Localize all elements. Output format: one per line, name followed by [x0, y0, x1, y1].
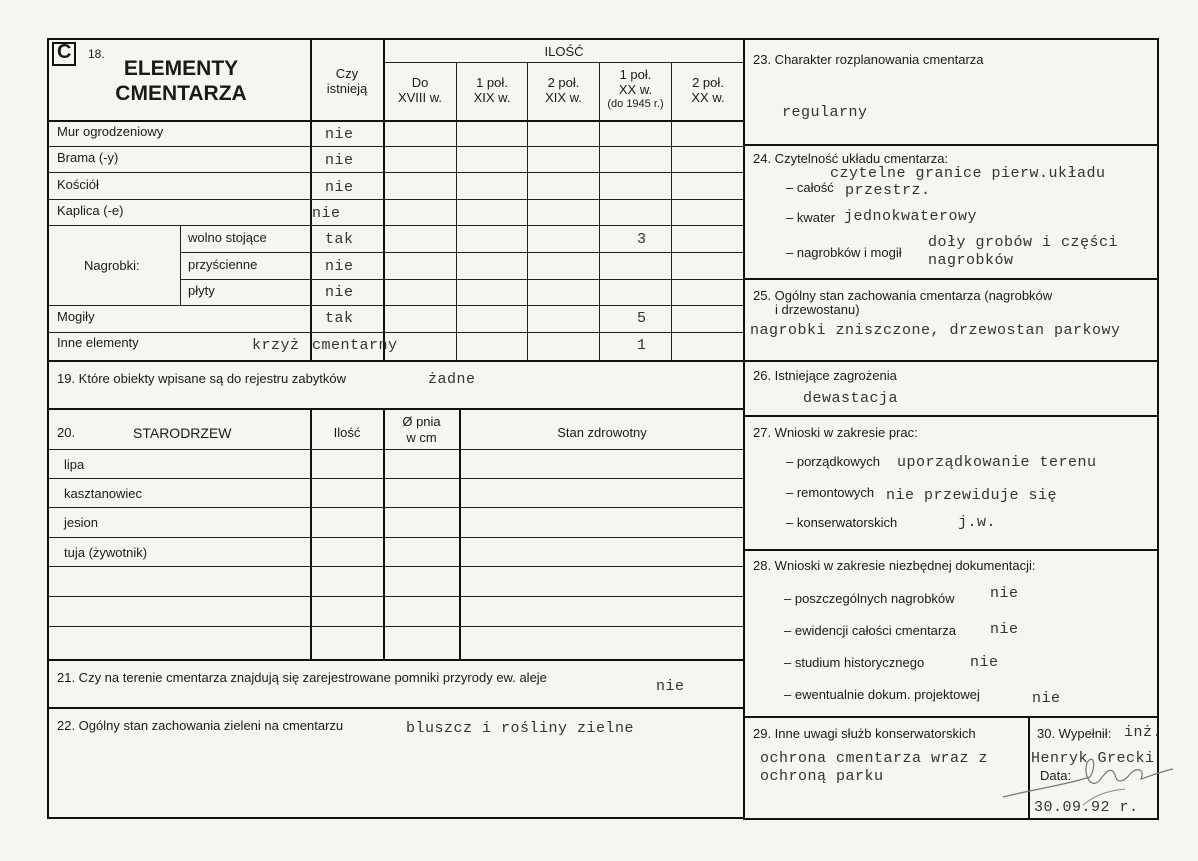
- section-27-conservation-value: j.w.: [958, 514, 997, 531]
- trees-table: [47, 408, 745, 661]
- section-24-graves-value1: doły grobów i części: [928, 234, 1119, 251]
- section-28-records-value: nie: [990, 621, 1019, 638]
- section-30-date-value: 30.09.92 r.: [1034, 799, 1139, 816]
- tree-ash: jesion: [64, 515, 98, 530]
- row-exists-church: nie: [325, 179, 354, 196]
- section-19-value: żadne: [428, 371, 476, 388]
- section-18-title-line1: ELEMENTY: [123, 57, 239, 80]
- row-label-gate: Brama (-y): [57, 150, 119, 165]
- section-28-gravestones-label: – poszczególnych nagrobków: [784, 591, 955, 606]
- group-label-gravestones: Nagrobki:: [84, 258, 140, 273]
- section-24-whole-value1: czytelne granice pierw.układu: [830, 165, 1106, 182]
- section-24-whole-value2: przestrz.: [845, 182, 931, 199]
- tree-diameter-header-line1: Ø pnia: [402, 414, 441, 429]
- period-header-3-line2: XIX w.: [545, 90, 582, 105]
- row-exists-gate: nie: [325, 152, 354, 169]
- row-label-other: Inne elementy: [57, 335, 139, 350]
- exists-header-line2: istnieją: [326, 81, 368, 96]
- row-exists-chapel: nie: [312, 205, 341, 222]
- period-header-3-line1: 2 poł.: [547, 75, 580, 90]
- section-19-label: 19. Które obiekty wpisane są do rejestru zabytków: [57, 371, 347, 386]
- section-27-conservation-label: – konserwatorskich: [786, 515, 898, 530]
- row-label-slabs: płyty: [188, 283, 215, 298]
- section-24-graves-value2: nagrobków: [928, 252, 1014, 269]
- section-28-history-value: nie: [970, 654, 999, 671]
- tree-health-header: Stan zdrowotny: [557, 425, 647, 440]
- section-29-value-line2: ochroną parku: [760, 768, 884, 785]
- section-18-title-line2: CMENTARZA: [115, 82, 247, 105]
- row-count-standing: 3: [637, 231, 647, 248]
- section-30-date-label: Data:: [1040, 768, 1072, 783]
- row-exists-standing: tak: [325, 231, 354, 248]
- period-header-1-line1: Do: [411, 75, 429, 90]
- row-exists-wall: nie: [325, 126, 354, 143]
- period-header-5-line1: 2 poł.: [692, 75, 724, 90]
- row-label-mounds: Mogiły: [57, 309, 95, 324]
- section-24-graves-label: – nagrobków i mogił: [786, 245, 902, 260]
- section-24-quarters-label: – kwater: [786, 210, 836, 225]
- row-exists-mounds: tak: [325, 310, 354, 327]
- section-27-repair-label: – remontowych: [786, 485, 875, 500]
- row-count-mounds: 5: [637, 310, 647, 327]
- row-label-wall: Mur ogrodzeniowy: [57, 124, 164, 139]
- section-22-label: 22. Ogólny stan zachowania zieleni na cmentarzu: [57, 718, 344, 733]
- section-25-label-line1: 25. Ogólny stan zachowania cmentarza (nagrobków: [753, 288, 1053, 303]
- row-exists-slabs: nie: [325, 284, 354, 301]
- section-18-number: 18.: [88, 47, 105, 61]
- section-22-value: bluszcz i rośliny zielne: [406, 720, 635, 737]
- section-24-label: 24. Czytelność układu cmentarza:: [753, 151, 949, 166]
- row-extra-other: krzyż: [252, 337, 300, 354]
- section-28-label: 28. Wnioski w zakresie niezbędnej dokumentacji:: [753, 558, 1036, 573]
- period-header-4-line1: 1 poł.: [619, 67, 652, 82]
- section-20-number: 20.: [57, 425, 76, 440]
- period-header-2-line1: 1 poł.: [476, 75, 508, 90]
- period-header-2-line2: XIX w.: [473, 90, 511, 105]
- section-badge-letter: C: [57, 41, 72, 63]
- section-20-title: STARODRZEW: [133, 425, 232, 441]
- section-26-value: dewastacja: [803, 390, 899, 407]
- section-26-label: 26. Istniejące zagrożenia: [753, 368, 897, 383]
- row-label-chapel: Kaplica (-e): [57, 203, 124, 218]
- tree-linden: lipa: [64, 457, 85, 472]
- section-27-cleanup-label: – porządkowych: [786, 454, 880, 469]
- section-30-value-line1: inż.: [1124, 724, 1163, 741]
- section-23-label: 23. Charakter rozplanowania cmentarza: [753, 52, 984, 67]
- section-29-label: 29. Inne uwagi służb konserwatorskich: [753, 726, 976, 741]
- section-30-label: 30. Wypełnił:: [1037, 726, 1112, 741]
- period-header-4-line2: XX w.: [618, 82, 653, 97]
- signature-image: [995, 745, 1180, 815]
- section-23-value: regularny: [782, 104, 868, 121]
- tree-amount-header: Ilość: [333, 425, 361, 440]
- section-29-value-line1: ochrona cmentarza wraz z: [760, 750, 989, 767]
- section-21-label: 21. Czy na terenie cmentarza znajdują się zarejestrowane pomniki przyrody ew. aleje: [57, 670, 547, 685]
- section-27-label: 27. Wnioski w zakresie prac:: [753, 425, 918, 440]
- period-header-4-line3: (do 1945 r.): [607, 98, 664, 110]
- row-label-standing: wolno stojące: [188, 230, 267, 245]
- section-27-cleanup-value: uporządkowanie terenu: [897, 454, 1097, 471]
- row-label-church: Kościół: [57, 177, 99, 192]
- amount-header: ILOŚĆ: [544, 44, 584, 59]
- section-25-label-line2: i drzewostanu): [775, 302, 860, 317]
- section-21-value: nie: [656, 678, 685, 695]
- section-28-records-label: – ewidencji całości cmentarza: [784, 623, 956, 638]
- row-exists-wall-mounted: nie: [325, 258, 354, 275]
- row-label-wall-mounted: przyścienne: [188, 257, 258, 272]
- section-27-repair-value: nie przewiduje się: [886, 487, 1058, 504]
- tree-diameter-header-line2: w cm: [406, 430, 437, 445]
- exists-header-line1: Czy: [335, 66, 359, 81]
- tree-thuja: tuja (żywotnik): [64, 545, 148, 560]
- section-25-value: nagrobki zniszczone, drzewostan parkowy: [750, 322, 1121, 339]
- section-28-design-value: nie: [1032, 690, 1061, 707]
- section-28-gravestones-value: nie: [990, 585, 1019, 602]
- period-header-1-line2: XVIII w.: [397, 90, 443, 105]
- section-24-quarters-value: jednokwaterowy: [844, 208, 978, 225]
- section-30-value-line2: Henryk Grecki: [1031, 750, 1155, 767]
- period-header-5-line2: XX w.: [691, 90, 725, 105]
- section-28-history-label: – studium historycznego: [784, 655, 925, 670]
- tree-chestnut: kasztanowiec: [64, 486, 143, 501]
- section-28-design-label: – ewentualnie dokum. projektowej: [784, 687, 980, 702]
- row-exists-other: cmentarny: [312, 337, 398, 354]
- row-count-other: 1: [637, 337, 647, 354]
- section-24-whole-label: – całość: [786, 180, 834, 195]
